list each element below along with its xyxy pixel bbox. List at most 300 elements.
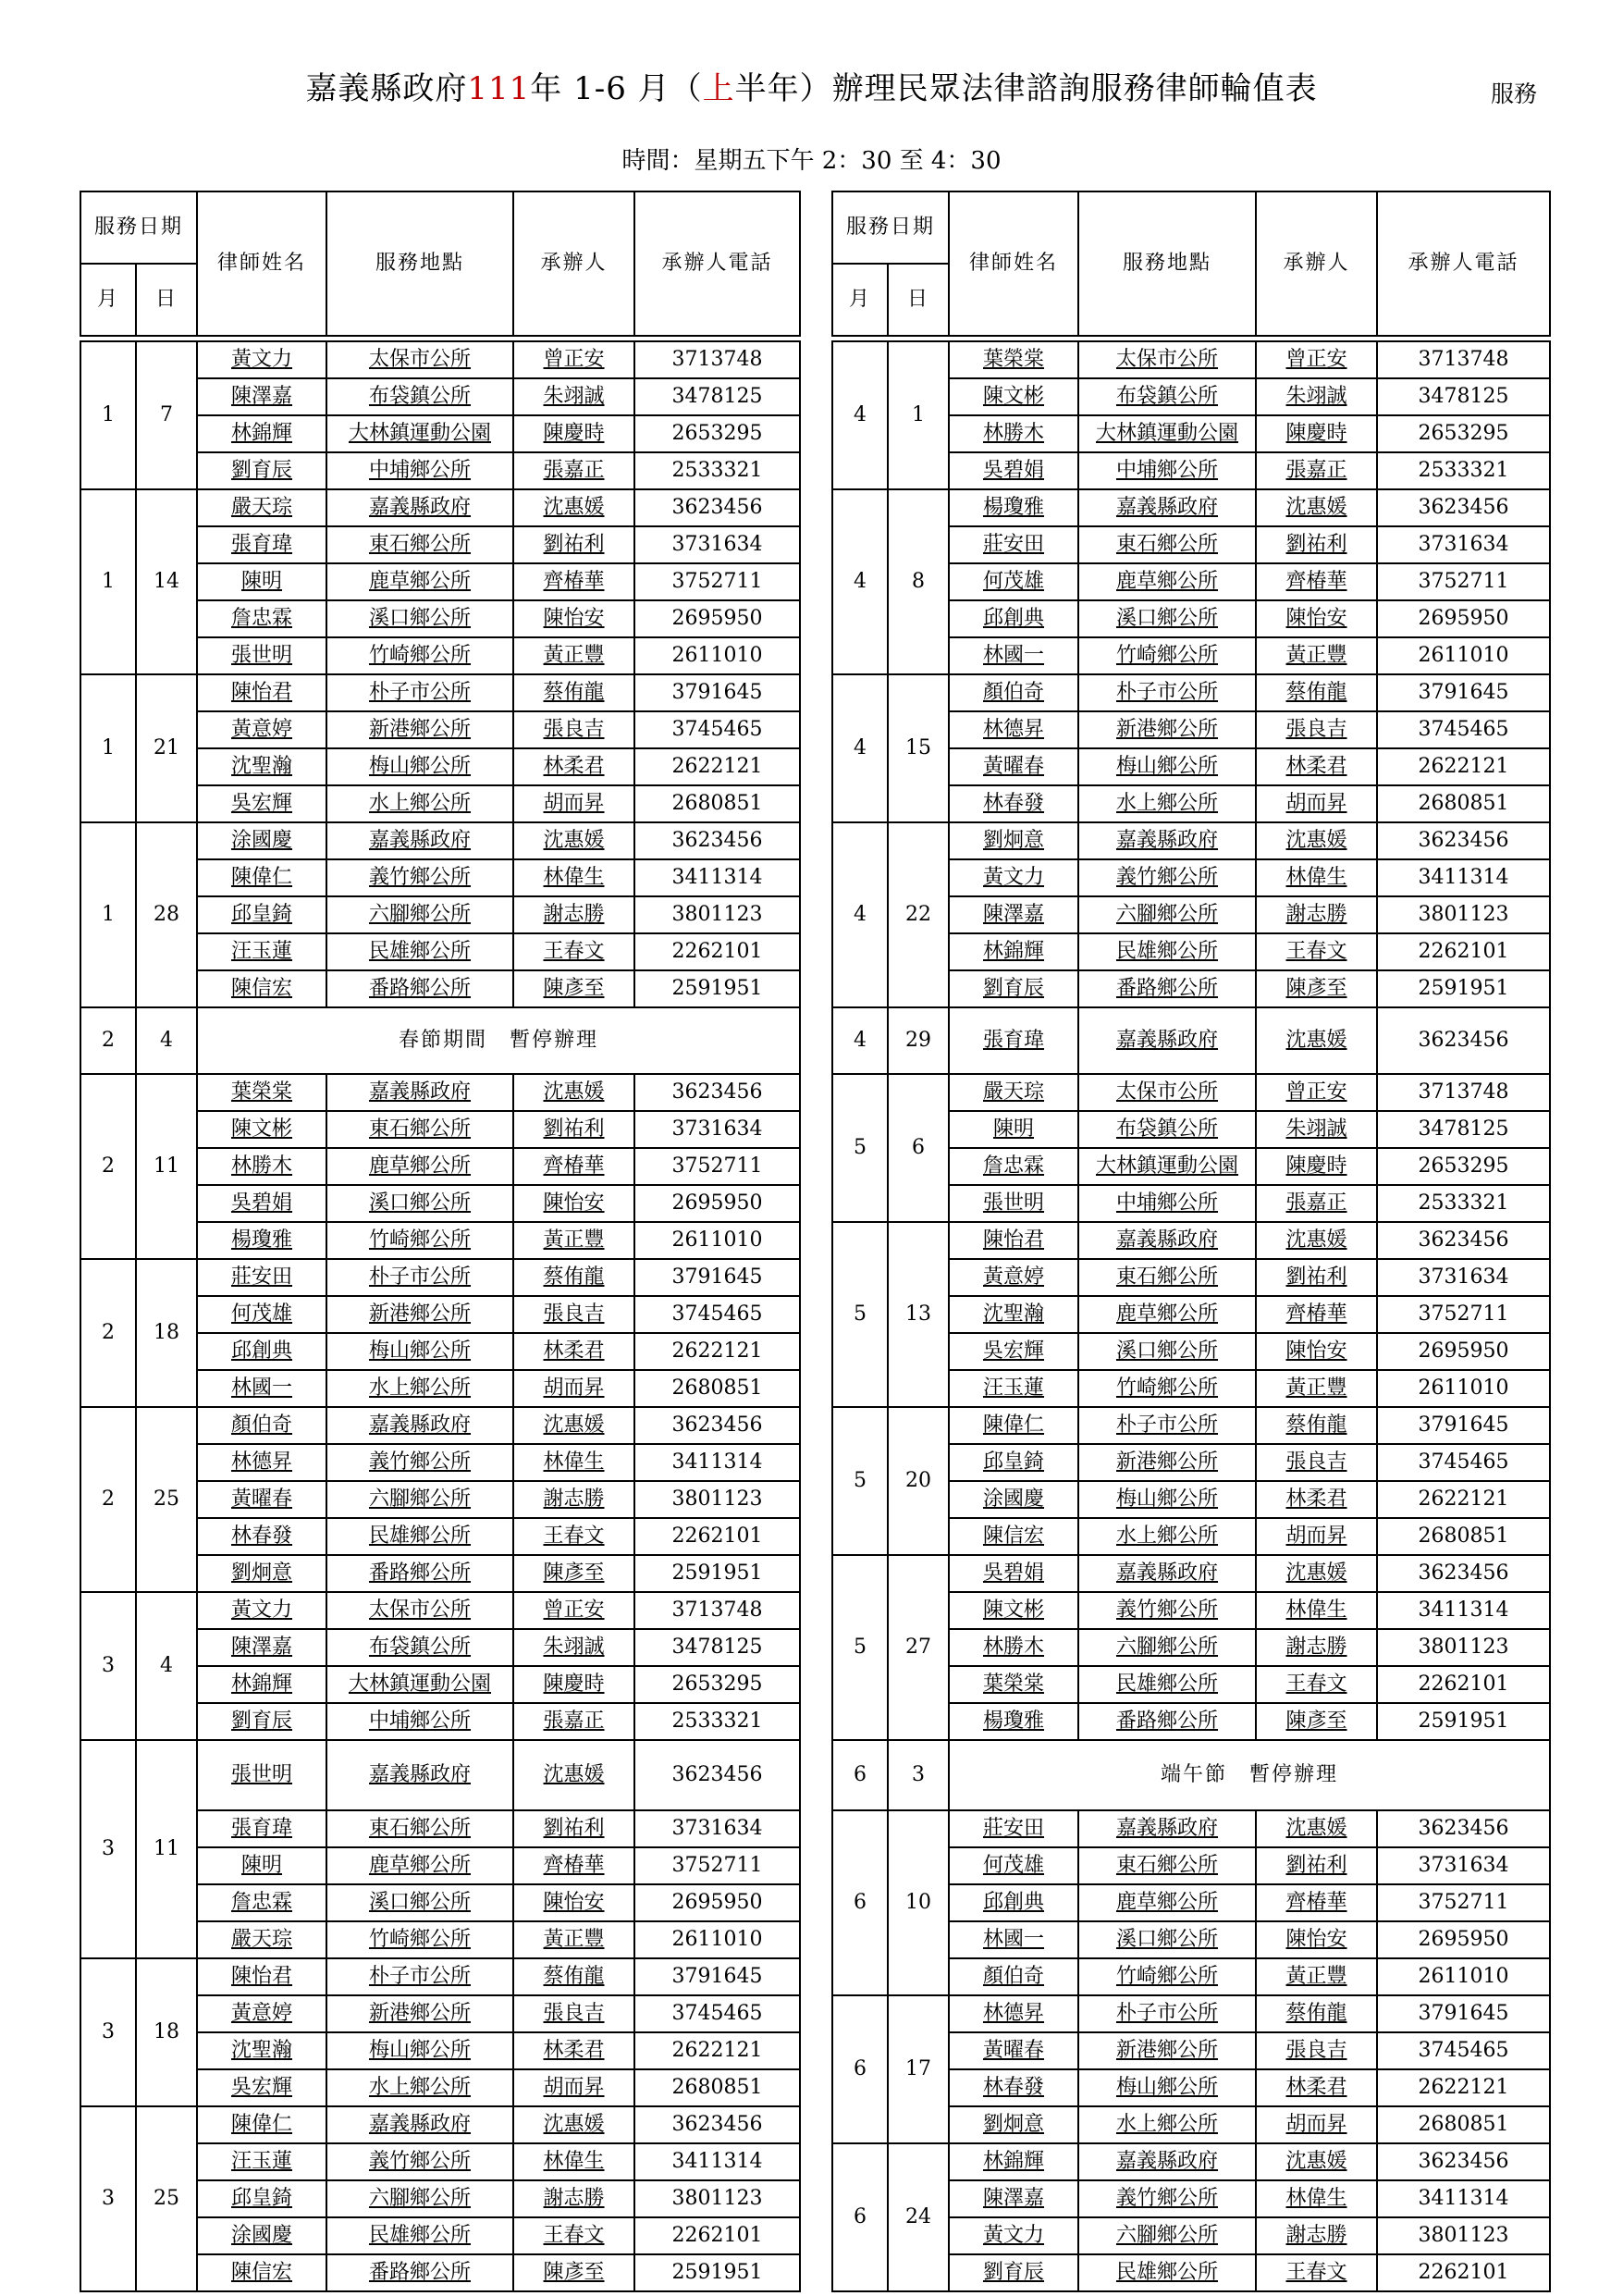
contact-person: 陳慶時 bbox=[1256, 1148, 1377, 1185]
contact-person: 齊椿華 bbox=[513, 1847, 634, 1884]
contact-person: 陳怡安 bbox=[1256, 600, 1377, 637]
contact-phone: 2622121 bbox=[634, 748, 800, 785]
contact-phone: 3801123 bbox=[634, 2180, 800, 2217]
contact-person: 陳慶時 bbox=[1256, 415, 1377, 452]
month-cell: 4 bbox=[832, 1007, 888, 1074]
lawyer-name: 林錦輝 bbox=[949, 933, 1078, 970]
left-schedule-table bbox=[80, 191, 801, 2292]
service-place: 太保市公所 bbox=[1078, 341, 1256, 378]
day-cell: 11 bbox=[136, 1740, 197, 1958]
service-place: 溪口鄉公所 bbox=[1078, 1333, 1256, 1370]
month-cell: 6 bbox=[832, 1995, 888, 2143]
contact-phone: 2591951 bbox=[1377, 1703, 1550, 1740]
contact-person: 劉祐利 bbox=[513, 526, 634, 563]
contact-person: 王春文 bbox=[1256, 1666, 1377, 1703]
contact-person: 王春文 bbox=[513, 1518, 634, 1555]
service-place: 東石鄉公所 bbox=[326, 526, 513, 563]
contact-person: 王春文 bbox=[513, 933, 634, 970]
contact-phone: 3623456 bbox=[1377, 1555, 1550, 1592]
contact-phone: 3731634 bbox=[634, 526, 800, 563]
lawyer-name: 陳偉仁 bbox=[197, 859, 326, 896]
service-place: 大林鎮運動公園 bbox=[326, 415, 513, 452]
contact-phone: 3791645 bbox=[634, 1259, 800, 1296]
contact-person: 謝志勝 bbox=[513, 2180, 634, 2217]
contact-phone: 3623456 bbox=[634, 489, 800, 526]
day-cell: 4 bbox=[136, 1007, 197, 1074]
service-place: 東石鄉公所 bbox=[1078, 1847, 1256, 1884]
contact-person: 王春文 bbox=[1256, 933, 1377, 970]
service-place: 民雄鄉公所 bbox=[326, 1518, 513, 1555]
lawyer-name: 沈聖瀚 bbox=[949, 1296, 1078, 1333]
contact-phone: 2695950 bbox=[634, 1884, 800, 1921]
month-cell: 4 bbox=[832, 489, 888, 674]
lawyer-name: 吳宏輝 bbox=[197, 785, 326, 822]
contact-phone: 2695950 bbox=[1377, 1333, 1550, 1370]
contact-phone: 3745465 bbox=[1377, 1444, 1550, 1481]
lawyer-name: 陳文彬 bbox=[949, 378, 1078, 415]
contact-phone: 3745465 bbox=[634, 1995, 800, 2032]
service-place: 鹿草鄉公所 bbox=[1078, 1884, 1256, 1921]
contact-person: 林柔君 bbox=[513, 748, 634, 785]
contact-phone: 3791645 bbox=[1377, 1407, 1550, 1444]
lawyer-name: 張育瑋 bbox=[197, 1810, 326, 1847]
month-cell: 5 bbox=[832, 1407, 888, 1555]
lawyer-name: 林錦輝 bbox=[949, 2143, 1078, 2180]
service-place: 新港鄉公所 bbox=[326, 711, 513, 748]
contact-person: 陳彥至 bbox=[513, 1555, 634, 1592]
lawyer-name: 林春發 bbox=[949, 2069, 1078, 2106]
lawyer-name: 黃文力 bbox=[197, 341, 326, 378]
month-cell: 1 bbox=[80, 341, 136, 489]
contact-person: 胡而昇 bbox=[513, 785, 634, 822]
lawyer-name: 邱創典 bbox=[949, 600, 1078, 637]
service-place: 嘉義縣政府 bbox=[326, 489, 513, 526]
service-time: 時間：星期五下午 2：30 至 4：30 bbox=[621, 147, 1002, 175]
contact-person: 陳怡安 bbox=[1256, 1333, 1377, 1370]
month-cell: 2 bbox=[80, 1259, 136, 1407]
lawyer-name: 林國一 bbox=[949, 1921, 1078, 1958]
contact-person: 陳怡安 bbox=[513, 1884, 634, 1921]
lawyer-name: 陳澤嘉 bbox=[197, 378, 326, 415]
contact-person: 陳彥至 bbox=[513, 2254, 634, 2291]
contact-phone: 2591951 bbox=[1377, 970, 1550, 1007]
contact-person: 朱翊誠 bbox=[513, 378, 634, 415]
contact-phone: 2680851 bbox=[1377, 1518, 1550, 1555]
lawyer-name: 吳碧娟 bbox=[197, 1185, 326, 1222]
service-place: 東石鄉公所 bbox=[326, 1810, 513, 1847]
service-place: 溪口鄉公所 bbox=[1078, 1921, 1256, 1958]
month-cell: 1 bbox=[80, 822, 136, 1007]
contact-person: 林柔君 bbox=[1256, 1481, 1377, 1518]
day-cell: 27 bbox=[888, 1555, 949, 1740]
contact-person: 蔡侑龍 bbox=[1256, 674, 1377, 711]
contact-phone: 3731634 bbox=[634, 1111, 800, 1148]
contact-phone: 3623456 bbox=[634, 2106, 800, 2143]
contact-phone: 3478125 bbox=[1377, 1111, 1550, 1148]
lawyer-name: 黃意婷 bbox=[949, 1259, 1078, 1296]
place-header: 服務地點 bbox=[326, 191, 513, 336]
contact-phone: 3731634 bbox=[1377, 526, 1550, 563]
month-cell: 1 bbox=[80, 489, 136, 674]
service-place: 大林鎮運動公園 bbox=[1078, 1148, 1256, 1185]
lawyer-name: 詹忠霖 bbox=[197, 600, 326, 637]
contact-person: 林偉生 bbox=[1256, 2180, 1377, 2217]
service-place: 太保市公所 bbox=[326, 1592, 513, 1629]
contact-header: 承辦人 bbox=[513, 191, 634, 336]
table-row bbox=[832, 2143, 1550, 2180]
lawyer-name: 陳文彬 bbox=[197, 1111, 326, 1148]
lawyer-name: 黃曜春 bbox=[197, 1481, 326, 1518]
service-place: 中埔鄉公所 bbox=[326, 1703, 513, 1740]
day-cell: 7 bbox=[136, 341, 197, 489]
lawyer-name: 嚴天琮 bbox=[197, 1921, 326, 1958]
contact-person: 齊椿華 bbox=[1256, 1884, 1377, 1921]
contact-phone: 2611010 bbox=[1377, 637, 1550, 674]
lawyer-name: 林勝木 bbox=[949, 415, 1078, 452]
contact-person: 陳彥至 bbox=[1256, 1703, 1377, 1740]
service-place: 民雄鄉公所 bbox=[326, 933, 513, 970]
service-place: 六腳鄉公所 bbox=[1078, 896, 1256, 933]
contact-person: 朱翊誠 bbox=[513, 1629, 634, 1666]
contact-phone: 2591951 bbox=[634, 2254, 800, 2291]
month-cell: 3 bbox=[80, 1958, 136, 2106]
contact-phone: 2591951 bbox=[634, 1555, 800, 1592]
half-marker: 上 bbox=[702, 70, 735, 107]
table-row bbox=[80, 822, 800, 859]
service-place: 東石鄉公所 bbox=[326, 1111, 513, 1148]
service-place: 朴子市公所 bbox=[1078, 674, 1256, 711]
service-place: 梅山鄉公所 bbox=[326, 748, 513, 785]
service-place: 布袋鎮公所 bbox=[326, 1629, 513, 1666]
contact-phone: 2680851 bbox=[1377, 785, 1550, 822]
lawyer-name: 陳澤嘉 bbox=[949, 896, 1078, 933]
contact-person: 謝志勝 bbox=[1256, 1629, 1377, 1666]
month-cell: 2 bbox=[80, 1007, 136, 1074]
contact-phone: 2262101 bbox=[1377, 1666, 1550, 1703]
contact-phone: 3801123 bbox=[634, 1481, 800, 1518]
contact-person: 沈惠媛 bbox=[513, 1407, 634, 1444]
service-place: 溪口鄉公所 bbox=[326, 1185, 513, 1222]
contact-person: 張良吉 bbox=[1256, 2032, 1377, 2069]
contact-phone: 2591951 bbox=[634, 970, 800, 1007]
lawyer-name: 陳信宏 bbox=[197, 970, 326, 1007]
contact-phone: 3623456 bbox=[634, 1407, 800, 1444]
lawyer-name: 劉育辰 bbox=[197, 452, 326, 489]
lawyer-name: 楊瓊雅 bbox=[949, 489, 1078, 526]
contact-person: 齊椿華 bbox=[513, 1148, 634, 1185]
contact-phone: 3745465 bbox=[634, 1296, 800, 1333]
service-place: 水上鄉公所 bbox=[326, 785, 513, 822]
contact-person: 蔡侑龍 bbox=[1256, 1407, 1377, 1444]
contact-person: 胡而昇 bbox=[1256, 1518, 1377, 1555]
contact-phone: 2262101 bbox=[634, 1518, 800, 1555]
lawyer-name: 楊瓊雅 bbox=[949, 1703, 1078, 1740]
service-date-header: 服務日期 bbox=[80, 191, 197, 264]
service-place: 新港鄉公所 bbox=[1078, 711, 1256, 748]
contact-person: 林柔君 bbox=[1256, 2069, 1377, 2106]
contact-phone: 3623456 bbox=[1377, 1810, 1550, 1847]
day-cell: 24 bbox=[888, 2143, 949, 2291]
contact-person: 黃正豐 bbox=[1256, 637, 1377, 674]
lawyer-name: 何茂雄 bbox=[197, 1296, 326, 1333]
lawyer-name: 葉榮棠 bbox=[197, 1074, 326, 1111]
table-row bbox=[80, 1074, 800, 1111]
service-place: 番路鄉公所 bbox=[1078, 970, 1256, 1007]
lawyer-name: 黃文力 bbox=[949, 859, 1078, 896]
lawyer-name: 顏伯奇 bbox=[197, 1407, 326, 1444]
service-place: 鹿草鄉公所 bbox=[1078, 563, 1256, 600]
service-place: 嘉義縣政府 bbox=[1078, 489, 1256, 526]
lawyer-name: 詹忠霖 bbox=[949, 1148, 1078, 1185]
service-place: 義竹鄉公所 bbox=[326, 1444, 513, 1481]
lawyer-name: 張育瑋 bbox=[197, 526, 326, 563]
lawyer-name: 何茂雄 bbox=[949, 563, 1078, 600]
service-place: 東石鄉公所 bbox=[1078, 526, 1256, 563]
month-cell: 4 bbox=[832, 822, 888, 1007]
lawyer-name: 林國一 bbox=[949, 637, 1078, 674]
lawyer-name: 詹忠霖 bbox=[197, 1884, 326, 1921]
service-place: 朴子市公所 bbox=[326, 674, 513, 711]
table-row bbox=[80, 489, 800, 526]
service-place: 溪口鄉公所 bbox=[326, 600, 513, 637]
service-place: 朴子市公所 bbox=[1078, 1995, 1256, 2032]
service-place: 太保市公所 bbox=[1078, 1074, 1256, 1111]
table-row bbox=[80, 1259, 800, 1296]
contact-person: 林偉生 bbox=[1256, 1592, 1377, 1629]
contact-person: 劉祐利 bbox=[1256, 526, 1377, 563]
contact-person: 林柔君 bbox=[513, 1333, 634, 1370]
month-cell: 6 bbox=[832, 1740, 888, 1810]
lawyer-name: 陳文彬 bbox=[949, 1592, 1078, 1629]
contact-phone: 2611010 bbox=[634, 637, 800, 674]
month-cell: 5 bbox=[832, 1222, 888, 1407]
contact-person: 沈惠媛 bbox=[1256, 1810, 1377, 1847]
contact-phone: 2262101 bbox=[634, 2217, 800, 2254]
contact-person: 劉祐利 bbox=[513, 1111, 634, 1148]
service-place: 六腳鄉公所 bbox=[1078, 2217, 1256, 2254]
month-header: 月 bbox=[80, 264, 136, 336]
table-row bbox=[832, 1007, 1550, 1074]
lawyer-name: 汪玉蓮 bbox=[197, 933, 326, 970]
service-place: 大林鎮運動公園 bbox=[1078, 415, 1256, 452]
contact-phone: 3411314 bbox=[634, 1444, 800, 1481]
lawyer-name: 陳明 bbox=[949, 1111, 1078, 1148]
service-place: 溪口鄉公所 bbox=[326, 1884, 513, 1921]
contact-person: 胡而昇 bbox=[513, 1370, 634, 1407]
service-place: 水上鄉公所 bbox=[1078, 2106, 1256, 2143]
service-place: 嘉義縣政府 bbox=[326, 2106, 513, 2143]
contact-phone: 2533321 bbox=[1377, 1185, 1550, 1222]
month-cell: 5 bbox=[832, 1555, 888, 1740]
contact-person: 沈惠媛 bbox=[1256, 2143, 1377, 2180]
lawyer-name: 陳偉仁 bbox=[949, 1407, 1078, 1444]
right-schedule-table bbox=[831, 191, 1551, 2292]
service-place: 嘉義縣政府 bbox=[1078, 1810, 1256, 1847]
suspension-note: 春節期間 暫停辦理 bbox=[197, 1007, 800, 1074]
service-place: 嘉義縣政府 bbox=[1078, 2143, 1256, 2180]
lawyer-name: 劉炯意 bbox=[949, 2106, 1078, 2143]
contact-phone: 3478125 bbox=[634, 1629, 800, 1666]
lawyer-name: 邱皇錡 bbox=[197, 2180, 326, 2217]
lawyer-name: 林勝木 bbox=[949, 1629, 1078, 1666]
contact-person: 陳彥至 bbox=[513, 970, 634, 1007]
service-place: 鹿草鄉公所 bbox=[326, 563, 513, 600]
service-place: 民雄鄉公所 bbox=[1078, 1666, 1256, 1703]
contact-phone: 3801123 bbox=[1377, 2217, 1550, 2254]
service-place: 義竹鄉公所 bbox=[1078, 859, 1256, 896]
service-place: 竹崎鄉公所 bbox=[326, 1921, 513, 1958]
contact-phone: 3623456 bbox=[1377, 1007, 1550, 1074]
service-place: 民雄鄉公所 bbox=[1078, 2254, 1256, 2291]
contact-person: 陳怡安 bbox=[513, 600, 634, 637]
day-header: 日 bbox=[136, 264, 197, 336]
lawyer-name: 張世明 bbox=[197, 637, 326, 674]
contact-person: 陳怡安 bbox=[513, 1185, 634, 1222]
table-row bbox=[832, 489, 1550, 526]
contact-phone: 3713748 bbox=[634, 1592, 800, 1629]
suspension-note: 端午節 暫停辦理 bbox=[949, 1740, 1550, 1810]
lawyer-name: 陳怡君 bbox=[197, 1958, 326, 1995]
contact-phone: 3623456 bbox=[634, 822, 800, 859]
service-place: 梅山鄉公所 bbox=[1078, 1481, 1256, 1518]
service-place: 布袋鎮公所 bbox=[1078, 378, 1256, 415]
service-place: 嘉義縣政府 bbox=[1078, 1555, 1256, 1592]
service-place: 嘉義縣政府 bbox=[326, 1407, 513, 1444]
contact-phone: 2622121 bbox=[634, 2032, 800, 2069]
lawyer-name: 張育瑋 bbox=[949, 1007, 1078, 1074]
lawyer-header: 律師姓名 bbox=[949, 191, 1078, 336]
month-cell: 6 bbox=[832, 1810, 888, 1995]
contact-person: 沈惠媛 bbox=[1256, 822, 1377, 859]
table-row bbox=[832, 1407, 1550, 1444]
day-cell: 25 bbox=[136, 1407, 197, 1592]
contact-phone: 2611010 bbox=[1377, 1958, 1550, 1995]
contact-person: 朱翊誠 bbox=[1256, 1111, 1377, 1148]
contact-person: 謝志勝 bbox=[513, 896, 634, 933]
phone-header: 承辦人電話 bbox=[634, 191, 800, 336]
service-place: 六腳鄉公所 bbox=[326, 2180, 513, 2217]
contact-phone: 3791645 bbox=[1377, 1995, 1550, 2032]
contact-phone: 2695950 bbox=[634, 600, 800, 637]
contact-person: 林柔君 bbox=[1256, 748, 1377, 785]
table-row bbox=[80, 2106, 800, 2143]
year-number: 111 bbox=[467, 70, 531, 107]
contact-person: 林柔君 bbox=[513, 2032, 634, 2069]
service-place: 竹崎鄉公所 bbox=[1078, 1958, 1256, 1995]
table-row bbox=[80, 1407, 800, 1444]
contact-person: 陳彥至 bbox=[1256, 970, 1377, 1007]
contact-person: 沈惠媛 bbox=[1256, 1222, 1377, 1259]
contact-person: 陳慶時 bbox=[513, 415, 634, 452]
contact-person: 蔡侑龍 bbox=[1256, 1995, 1377, 2032]
lawyer-name: 涂國慶 bbox=[197, 822, 326, 859]
lawyer-name: 陳信宏 bbox=[197, 2254, 326, 2291]
corner-note: 服務 bbox=[1491, 80, 1538, 107]
lawyer-name: 陳明 bbox=[197, 563, 326, 600]
contact-phone: 2533321 bbox=[634, 1703, 800, 1740]
lawyer-name: 陳澤嘉 bbox=[197, 1629, 326, 1666]
lawyer-name: 陳怡君 bbox=[197, 674, 326, 711]
contact-person: 林偉生 bbox=[513, 2143, 634, 2180]
contact-phone: 3731634 bbox=[1377, 1259, 1550, 1296]
service-place: 竹崎鄉公所 bbox=[1078, 637, 1256, 674]
table-row bbox=[80, 1958, 800, 1995]
contact-person: 謝志勝 bbox=[513, 1481, 634, 1518]
contact-person: 張嘉正 bbox=[513, 1703, 634, 1740]
contact-phone: 3791645 bbox=[634, 674, 800, 711]
contact-person: 曾正安 bbox=[513, 1592, 634, 1629]
lawyer-name: 嚴天琮 bbox=[197, 489, 326, 526]
header-row bbox=[80, 191, 800, 264]
contact-phone: 3713748 bbox=[1377, 1074, 1550, 1111]
lawyer-name: 劉炯意 bbox=[949, 822, 1078, 859]
contact-phone: 3713748 bbox=[1377, 341, 1550, 378]
contact-person: 沈惠媛 bbox=[1256, 489, 1377, 526]
service-place: 義竹鄉公所 bbox=[1078, 2180, 1256, 2217]
contact-phone: 2622121 bbox=[1377, 748, 1550, 785]
table-row bbox=[832, 1074, 1550, 1111]
contact-person: 齊椿華 bbox=[1256, 563, 1377, 600]
contact-phone: 3791645 bbox=[634, 1958, 800, 1995]
contact-phone: 2653295 bbox=[634, 1666, 800, 1703]
contact-person: 劉祐利 bbox=[1256, 1847, 1377, 1884]
service-place: 番路鄉公所 bbox=[326, 2254, 513, 2291]
contact-person: 張良吉 bbox=[513, 1995, 634, 2032]
day-cell: 11 bbox=[136, 1074, 197, 1259]
contact-person: 張良吉 bbox=[1256, 711, 1377, 748]
service-place: 布袋鎮公所 bbox=[1078, 1111, 1256, 1148]
table-row bbox=[832, 341, 1550, 378]
lawyer-name: 邱創典 bbox=[949, 1884, 1078, 1921]
service-place: 竹崎鄉公所 bbox=[326, 637, 513, 674]
service-place: 中埔鄉公所 bbox=[326, 452, 513, 489]
contact-person: 黃正豐 bbox=[1256, 1370, 1377, 1407]
contact-person: 謝志勝 bbox=[1256, 2217, 1377, 2254]
lawyer-name: 涂國慶 bbox=[197, 2217, 326, 2254]
lawyer-name: 顏伯奇 bbox=[949, 674, 1078, 711]
contact-person: 劉祐利 bbox=[1256, 1259, 1377, 1296]
lawyer-name: 林德昇 bbox=[197, 1444, 326, 1481]
month-cell: 5 bbox=[832, 1074, 888, 1222]
contact-phone: 2611010 bbox=[1377, 1370, 1550, 1407]
contact-phone: 2680851 bbox=[634, 1370, 800, 1407]
service-place: 六腳鄉公所 bbox=[326, 1481, 513, 1518]
lawyer-name: 林錦輝 bbox=[197, 1666, 326, 1703]
contact-phone: 3623456 bbox=[634, 1740, 800, 1810]
service-place: 梅山鄉公所 bbox=[326, 2032, 513, 2069]
table-row bbox=[832, 822, 1550, 859]
contact-person: 沈惠媛 bbox=[513, 1740, 634, 1810]
contact-phone: 3801123 bbox=[1377, 1629, 1550, 1666]
contact-phone: 3801123 bbox=[634, 896, 800, 933]
lawyer-name: 陳澤嘉 bbox=[949, 2180, 1078, 2217]
contact-header: 承辦人 bbox=[1256, 191, 1377, 336]
lawyer-name: 吳宏輝 bbox=[197, 2069, 326, 2106]
contact-phone: 3745465 bbox=[1377, 2032, 1550, 2069]
contact-person: 陳怡安 bbox=[1256, 1921, 1377, 1958]
contact-person: 沈惠媛 bbox=[1256, 1007, 1377, 1074]
lawyer-name: 陳明 bbox=[197, 1847, 326, 1884]
day-cell: 18 bbox=[136, 1958, 197, 2106]
service-place: 梅山鄉公所 bbox=[1078, 748, 1256, 785]
table-row bbox=[832, 1810, 1550, 1847]
day-cell: 1 bbox=[888, 341, 949, 489]
phone-header: 承辦人電話 bbox=[1377, 191, 1550, 336]
day-cell: 25 bbox=[136, 2106, 197, 2291]
contact-person: 黃正豐 bbox=[513, 1921, 634, 1958]
service-place: 太保市公所 bbox=[326, 341, 513, 378]
contact-phone: 3478125 bbox=[634, 378, 800, 415]
